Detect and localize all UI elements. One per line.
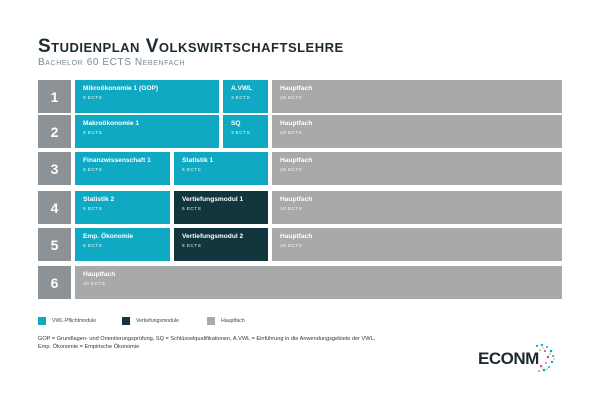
module-name: Hauptfach xyxy=(280,157,313,164)
module-ects: 6 ECTS xyxy=(182,168,202,173)
module-name: Mikroökonomie 1 (GOP) xyxy=(83,85,159,92)
legend-label: Hauptfach xyxy=(221,318,245,324)
legend-label: VWL-Pflichtmodule xyxy=(52,318,97,324)
econ-logo: ECONM xyxy=(478,349,539,368)
module-name: Hauptfach xyxy=(280,120,313,127)
module-ects: 9 ECTS xyxy=(83,131,103,136)
footnote-line: Emp. Ökonomie = Empirische Ökonomie xyxy=(38,344,140,350)
module-name: Hauptfach xyxy=(280,196,313,203)
legend-label: Vertiefungsmodule xyxy=(136,318,179,324)
page-subtitle: Bachelor 60 ECTS Nebenfach xyxy=(38,57,186,68)
module-cell xyxy=(272,191,562,224)
module-cell xyxy=(174,191,268,224)
module-name: Vertiefungsmodul 2 xyxy=(182,233,244,240)
module-cell xyxy=(75,228,170,261)
module-name: Statistik 2 xyxy=(83,196,115,203)
module-cell xyxy=(174,228,268,261)
module-ects: 3 ECTS xyxy=(231,96,251,101)
module-ects: 18 ECTS xyxy=(280,96,303,101)
module-ects: 18 ECTS xyxy=(280,131,303,136)
semester-number: 5 xyxy=(38,228,71,261)
module-cell xyxy=(272,115,562,148)
module-name: Makroökonomie 1 xyxy=(83,120,140,127)
legend-swatch-hauptfach xyxy=(207,317,215,325)
module-name: Hauptfach xyxy=(280,85,313,92)
module-ects: 6 ECTS xyxy=(83,168,103,173)
module-cell xyxy=(75,191,170,224)
module-cell xyxy=(223,80,268,113)
footnote-line: GOP = Grundlagen- und Orientierungsprüfung, SQ = Schlüsselqualifikationen, A.VWL = Einführung in die Anwendungsgebiete der VWL, xyxy=(38,336,376,342)
module-cell xyxy=(272,152,562,185)
logo-dots-icon xyxy=(523,343,559,375)
module-ects: 6 ECTS xyxy=(182,207,202,212)
module-name: Hauptfach xyxy=(280,233,313,240)
page-title: Studienplan Volkswirtschaftslehre xyxy=(38,36,344,57)
module-cell xyxy=(272,228,562,261)
semester-number: 1 xyxy=(38,80,71,113)
module-cell xyxy=(75,266,562,299)
module-ects: 18 ECTS xyxy=(280,168,303,173)
module-ects: 3 ECTS xyxy=(231,131,251,136)
module-ects: 18 ECTS xyxy=(280,207,303,212)
module-name: Statistik 1 xyxy=(182,157,214,164)
footnote xyxy=(38,335,478,351)
legend-swatch-pflicht xyxy=(38,317,46,325)
module-ects: 6 ECTS xyxy=(83,207,103,212)
module-name: Emp. Ökonomie xyxy=(83,233,134,240)
module-name: SQ xyxy=(231,120,241,127)
module-name: A.VWL xyxy=(231,85,253,92)
module-ects: 9 ECTS xyxy=(83,96,103,101)
semester-number: 3 xyxy=(38,152,71,185)
module-cell xyxy=(174,152,268,185)
module-cell xyxy=(223,115,268,148)
legend-swatch-vertiefung xyxy=(122,317,130,325)
module-cell xyxy=(272,80,562,113)
module-name: Finanzwissenschaft 1 xyxy=(83,157,151,164)
semester-number: 4 xyxy=(38,191,71,224)
module-ects: 18 ECTS xyxy=(280,244,303,249)
semester-number: 2 xyxy=(38,115,71,148)
semester-number: 6 xyxy=(38,266,71,299)
module-name: Vertiefungsmodul 1 xyxy=(182,196,244,203)
module-ects: 6 ECTS xyxy=(83,244,103,249)
module-name: Hauptfach xyxy=(83,271,116,278)
module-ects: 6 ECTS xyxy=(182,244,202,249)
module-cell xyxy=(75,152,170,185)
module-cell xyxy=(75,115,219,148)
module-ects: 30 ECTS xyxy=(83,282,106,287)
module-cell xyxy=(75,80,219,113)
